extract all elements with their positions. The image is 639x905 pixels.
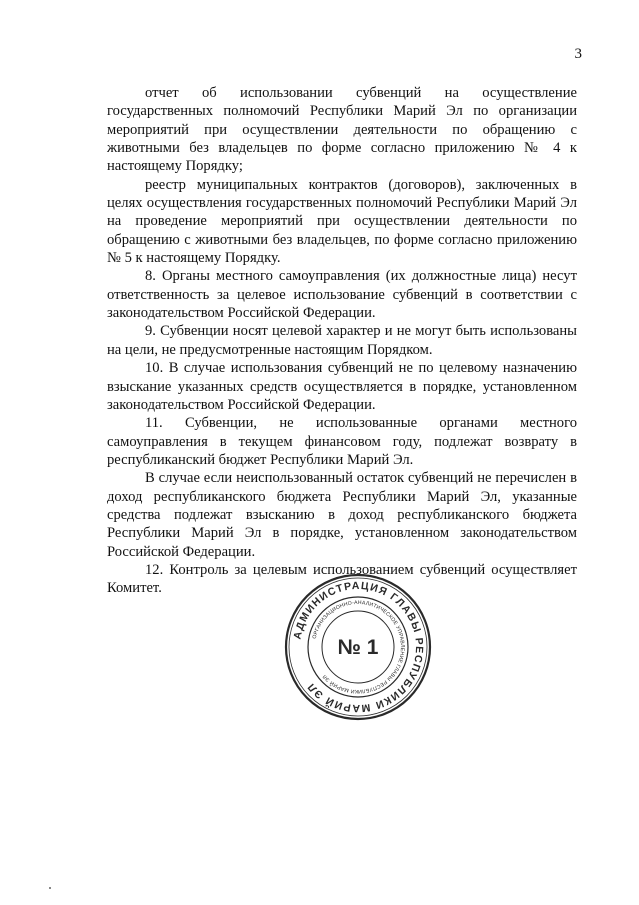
scan-speck [49,887,51,889]
seal-graphic [282,571,434,723]
paragraph-registry: реестр муниципальных контрактов (договоров), заключенных в целях осуществления государственных полномочий Республики Марий Эл на проведение мероприятий при осуществлении деятельности по обращению с животными без владельцев, по форме согласно приложению № 5 к настоящему Порядку. [107,176,577,267]
paragraph-12-control: 12. Контроль за целевым использованием субвенций осуществляет Комитет. [107,561,577,597]
paragraph-11-return: 11. Субвенции, не использованные органами местного самоуправления в текущем финансовом году, подлежат возврату в республиканский бюджет Республики Марий Эл. [107,415,577,468]
official-seal [282,571,434,723]
paragraph-10-misuse: 10. В случае использования субвенций не по целевому назначению взыскание указанных средств осуществляется в порядке, установленном законодательством Российской Федерации. [107,360,577,413]
paragraph-recovery: В случае если неиспользованный остаток субвенций не перечислен в доход республиканского бюджета Республики Марий Эл, указанные средства подлежат взысканию в доход республиканского бюджета Республики Марий Эл в порядке, установленном законодательством Российской Федерации. [107,470,577,560]
paragraph-report: отчет об использовании субвенций на осуществление государственных полномочий Республики Марий Эл по организации мероприятий при осуществлении деятельности по обращению с животными без владельцев по форме согласно приложению № 4 к настоящему Порядку; [107,85,577,175]
page-number: 3 [574,46,582,62]
paragraph-8-responsibility: 8. Органы местного самоуправления (их должностные лица) несут ответственность за целевое использование субвенций в соответствии с законодательством Российской Федерации. [107,268,577,322]
paragraph-9-purpose: 9. Субвенции носят целевой характер и не могут быть использованы на цели, не предусмотренные настоящим Порядком. [107,323,577,358]
seal-inner-text: ОРГАНИЗАЦИОННО-АНАЛИТИЧЕСКОЕ УПРАВЛЕНИЕ ГЛАВЫ РЕСПУБЛИКИ МАРИЙ ЭЛ [311,599,406,695]
document-body [107,84,577,598]
seal-number: № 1 [337,636,379,659]
seal-outer-text: АДМИНИСТРАЦИЯ ГЛАВЫ РЕСПУБЛИКИ МАРИЙ ЭЛ [291,579,426,715]
